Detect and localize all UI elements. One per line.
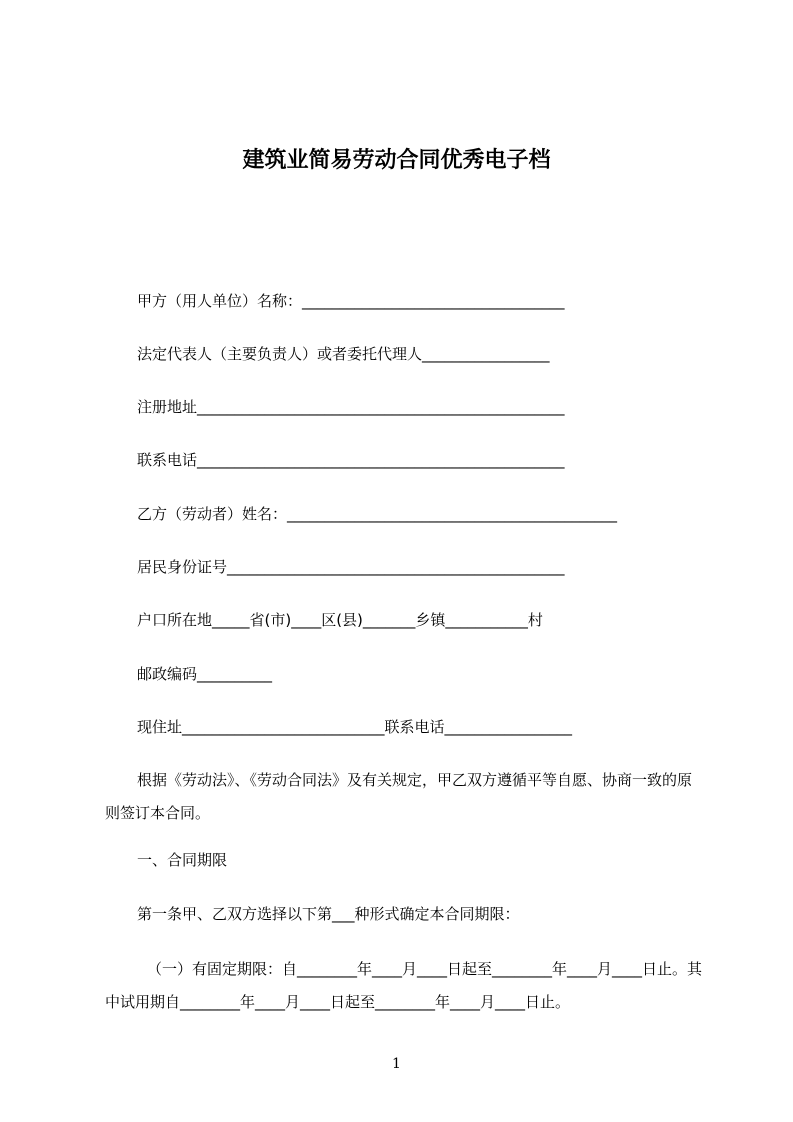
party-a-name-field: 甲方（用人单位）名称：___________________________________ [137,292,565,310]
section-1-heading: 一、合同期限 [137,851,228,869]
party-a-address-field: 注册地址_________________________________________________ [137,398,565,416]
party-a-phone-field: 联系电话_________________________________________________ [137,451,565,469]
article-1: 第一条甲、乙双方选择以下第___种形式确定本合同期限： [137,905,520,923]
party-a-representative-field: 法定代表人（主要负责人）或者委托代理人_________________ [137,345,550,363]
party-b-household-field: 户口所在地_____省(市)____区(县)_______乡镇___________村 [137,611,543,629]
party-b-postcode-field: 邮政编码__________ [137,665,273,683]
party-b-id-field: 居民身份证号_____________________________________________ [137,558,565,576]
preamble-paragraph: 根据《劳动法》、《劳动合同法》及有关规定，甲乙双方遵循平等自愿、协商一致的原则签订本合同。 [105,771,693,822]
clause-1-paragraph: （一）有固定期限：自________年____月____日起至________年____月____日止。其中试用期自________年____月____日起至________年____月____日止。 [105,960,703,1011]
party-b-address-field: 现住址___________________________联系电话_________________ [137,718,573,736]
party-b-name-field: 乙方（劳动者）姓名：____________________________________________ [137,505,618,523]
document-title: 建筑业简易劳动合同优秀电子档 [242,148,551,173]
page-number: 1 [392,1056,401,1072]
